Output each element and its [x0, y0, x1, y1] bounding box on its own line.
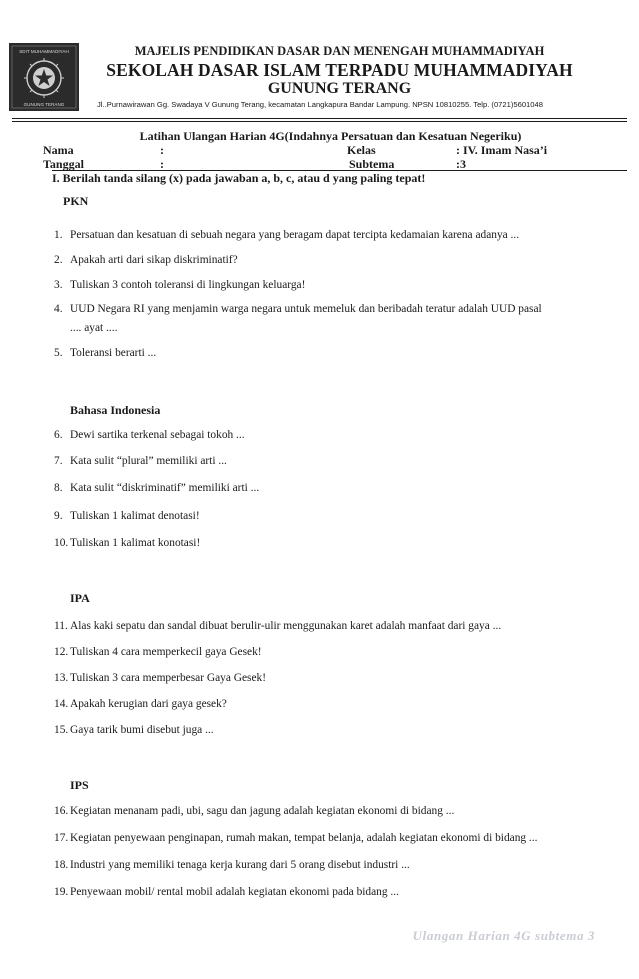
tanggal-colon: :: [160, 157, 164, 171]
school-city: GUNUNG TERANG: [267, 80, 412, 97]
kelas-value: : IV. Imam Nasa’i: [456, 143, 548, 157]
question-item: 6. Dewi sartika terkenal sebagai tokoh ...: [54, 429, 245, 441]
question-item: 11. Alas kaki sepatu dan sandal dibuat berulir-ulir menggunakan karet adalah manfaat dari gaya ...: [54, 620, 502, 632]
question-item: 12. Tuliskan 4 cara memperkecil gaya Gesek!: [54, 646, 262, 658]
question-item: 8. Kata sulit “diskriminatif” memiliki arti ...: [54, 482, 260, 494]
logo-text-top: SDIT MUHAMMADIYAH: [19, 49, 69, 54]
question-item: 16. Kegiatan menanam padi, ubi, sagu dan jagung adalah kegiatan ekonomi di bidang ...: [54, 805, 455, 817]
section-title: PKN: [63, 194, 89, 208]
question-item: 18. Industri yang memiliki tenaga kerja kurang dari 5 orang disebut industri ...: [54, 859, 410, 871]
exam-title: Latihan Ulangan Harian 4G(Indahnya Persatuan dan Kesatuan Negeriku): [139, 129, 522, 143]
header-divider: [12, 118, 627, 119]
subtema-value: :3: [456, 157, 466, 171]
question-item: 17. Kegiatan penyewaan penginapan, rumah makan, tempat belanja, adalah kegiatan ekonomi di bidang ...: [54, 832, 538, 844]
logo-text-bottom: GUNUNG TERANG: [23, 102, 65, 107]
header-divider-thin: [12, 121, 627, 122]
instruction: I. Berilah tanda silang (x) pada jawaban a, b, c, atau d yang paling tepat!: [52, 171, 426, 185]
question-item: 15. Gaya tarik bumi disebut juga ...: [54, 724, 214, 736]
question-item: 7. Kata sulit “plural” memiliki arti ...: [54, 455, 227, 467]
kelas-label: Kelas: [347, 143, 376, 157]
question-item: 14. Apakah kerugian dari gaya gesek?: [54, 698, 227, 710]
nama-label: Nama: [43, 143, 74, 157]
question-item: 9. Tuliskan 1 kalimat denotasi!: [54, 510, 200, 522]
nama-colon: :: [160, 143, 164, 157]
question-continuation: .... ayat ....: [70, 322, 118, 334]
question-item: 4. UUD Negara RI yang menjamin warga negara untuk memeluk dan beribadah teratur adalah UUD pasal: [54, 303, 542, 315]
question-item: 10. Tuliskan 1 kalimat konotasi!: [54, 537, 201, 549]
question-item: 13. Tuliskan 3 cara memperbesar Gaya Gesek!: [54, 672, 266, 684]
school-address: Jl..Purnawirawan Gg. Swadaya V Gunung Terang, kecamatan Langkapura Bandar Lampung. NPSN 10810255. Telp. (0721)5601048: [97, 100, 543, 109]
page-footer: Ulangan Harian 4G subtema 3: [412, 928, 595, 943]
tanggal-label: Tanggal: [43, 157, 84, 171]
question-item: 5. Toleransi berarti ...: [54, 347, 157, 359]
section-title: Bahasa Indonesia: [70, 403, 161, 417]
question-item: 1. Persatuan dan kesatuan di sebuah negara yang beragam dapat tercipta kedamaian karena adanya ...: [54, 229, 520, 241]
subtema-label: Subtema: [349, 157, 395, 171]
question-item: 2. Apakah arti dari sikap diskriminatif?: [54, 254, 238, 266]
school-name: SEKOLAH DASAR ISLAM TERPADU MUHAMMADIYAH: [106, 60, 573, 80]
org-name: MAJELIS PENDIDIKAN DASAR DAN MENENGAH MUHAMMADIYAH: [134, 44, 545, 58]
section-title: IPA: [70, 591, 90, 605]
question-item: 3. Tuliskan 3 contoh toleransi di lingkungan keluarga!: [54, 279, 306, 291]
section-title: IPS: [70, 778, 89, 792]
question-item: 19. Penyewaan mobil/ rental mobil adalah kegiatan ekonomi pada bidang ...: [54, 886, 399, 898]
